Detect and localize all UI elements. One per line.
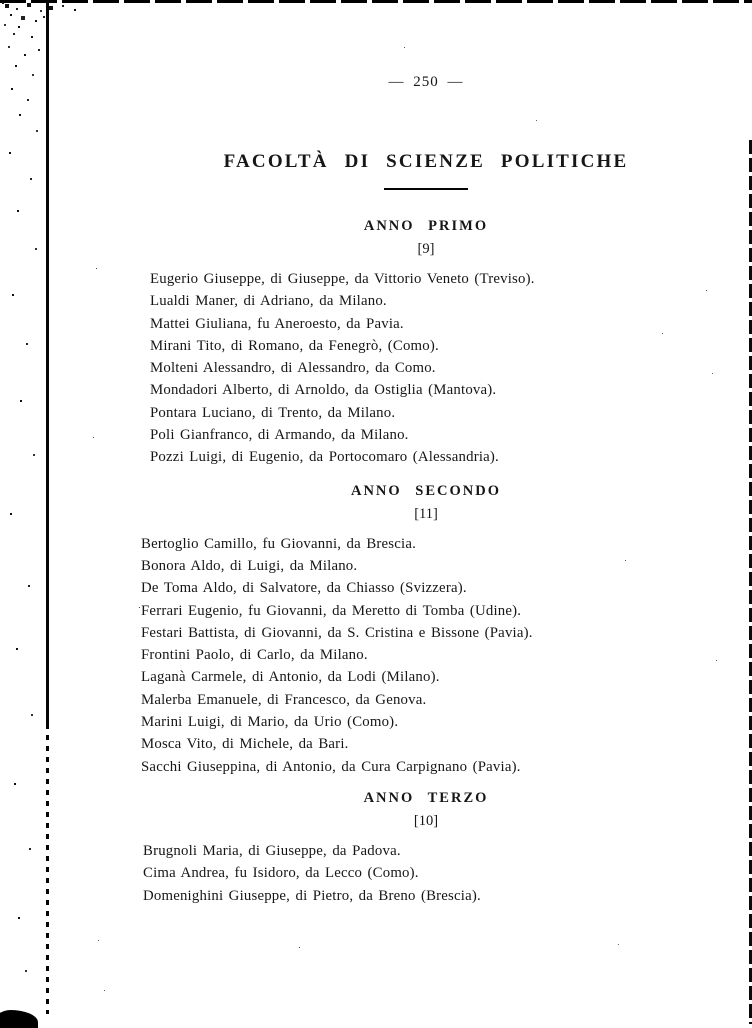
section-heading: ANNO TERZO xyxy=(363,789,489,806)
page-title: FACOLTÀ DI SCIENZE POLITICHE xyxy=(223,151,629,172)
student-list xyxy=(150,268,702,469)
student-entry: Laganà Carmele, di Antonio, da Lodi (Milano). xyxy=(141,669,440,686)
student-entry: Ferrari Eugenio, fu Giovanni, da Meretto di Tomba (Udine). xyxy=(141,602,522,619)
student-entry: Bonora Aldo, di Luigi, da Milano. xyxy=(141,557,358,574)
page-content xyxy=(141,74,702,907)
student-list xyxy=(141,533,702,778)
title-rule xyxy=(384,188,468,190)
page-gutter-line-dotted xyxy=(46,724,49,1014)
student-entry: Brugnoli Maria, di Giuseppe, da Padova. xyxy=(143,842,401,859)
section-heading: ANNO PRIMO xyxy=(363,218,489,234)
student-entry: Pozzi Luigi, di Eugenio, da Portocomaro (Alessandria). xyxy=(150,449,499,466)
page-number: — 250 — xyxy=(388,74,464,90)
student-entry: Mattei Giuliana, fu Aneroesto, da Pavia. xyxy=(150,315,404,332)
year-section xyxy=(143,789,702,907)
student-entry: Lualdi Maner, di Adriano, da Milano. xyxy=(150,293,387,310)
section-count: [11] xyxy=(414,505,438,522)
year-section xyxy=(141,482,702,778)
student-entry: Poli Gianfranco, di Armando, da Milano. xyxy=(150,427,409,444)
student-entry: Pontara Luciano, di Trento, da Milano. xyxy=(150,404,396,421)
section-heading: ANNO SECONDO xyxy=(350,482,502,499)
student-entry: Marini Luigi, di Mario, da Urio (Como). xyxy=(141,714,399,731)
page-gutter-line xyxy=(46,0,49,724)
scan-noise-left-margin xyxy=(2,2,4,4)
year-section xyxy=(150,218,702,469)
student-entry: Molteni Alessandro, di Alessandro, da Como. xyxy=(150,360,436,377)
student-entry: Mosca Vito, di Michele, da Bari. xyxy=(141,736,349,753)
student-entry: Eugerio Giuseppe, di Giuseppe, da Vittorio Veneto (Treviso). xyxy=(150,271,535,287)
student-entry: Cima Andrea, fu Isidoro, da Lecco (Como). xyxy=(143,865,419,882)
student-entry: De Toma Aldo, di Salvatore, da Chiasso (Svizzera). xyxy=(141,580,467,597)
section-count: [9] xyxy=(417,241,435,257)
student-entry: Festari Battista, di Giovanni, da S. Cristina e Bissone (Pavia). xyxy=(141,624,533,641)
student-entry: Mirani Tito, di Romano, da Fenegrò, (Como). xyxy=(150,337,439,354)
student-entry: Domenighini Giuseppe, di Pietro, da Breno (Brescia). xyxy=(143,887,481,904)
student-entry: Bertoglio Camillo, fu Giovanni, da Brescia. xyxy=(141,535,416,552)
student-entry: Mondadori Alberto, di Arnoldo, da Ostiglia (Mantova). xyxy=(150,382,497,399)
student-entry: Sacchi Giuseppina, di Antonio, da Cura Carpignano (Pavia). xyxy=(141,758,521,775)
section-count: [10] xyxy=(413,812,439,829)
student-entry: Frontini Paolo, di Carlo, da Milano. xyxy=(141,647,368,664)
sections xyxy=(141,218,702,907)
scan-noise-dots xyxy=(0,0,1,1)
student-entry: Malerba Emanuele, di Francesco, da Genova. xyxy=(141,691,427,708)
scan-blob xyxy=(0,1010,38,1028)
student-list xyxy=(143,840,702,907)
page-edge-top xyxy=(0,0,752,3)
